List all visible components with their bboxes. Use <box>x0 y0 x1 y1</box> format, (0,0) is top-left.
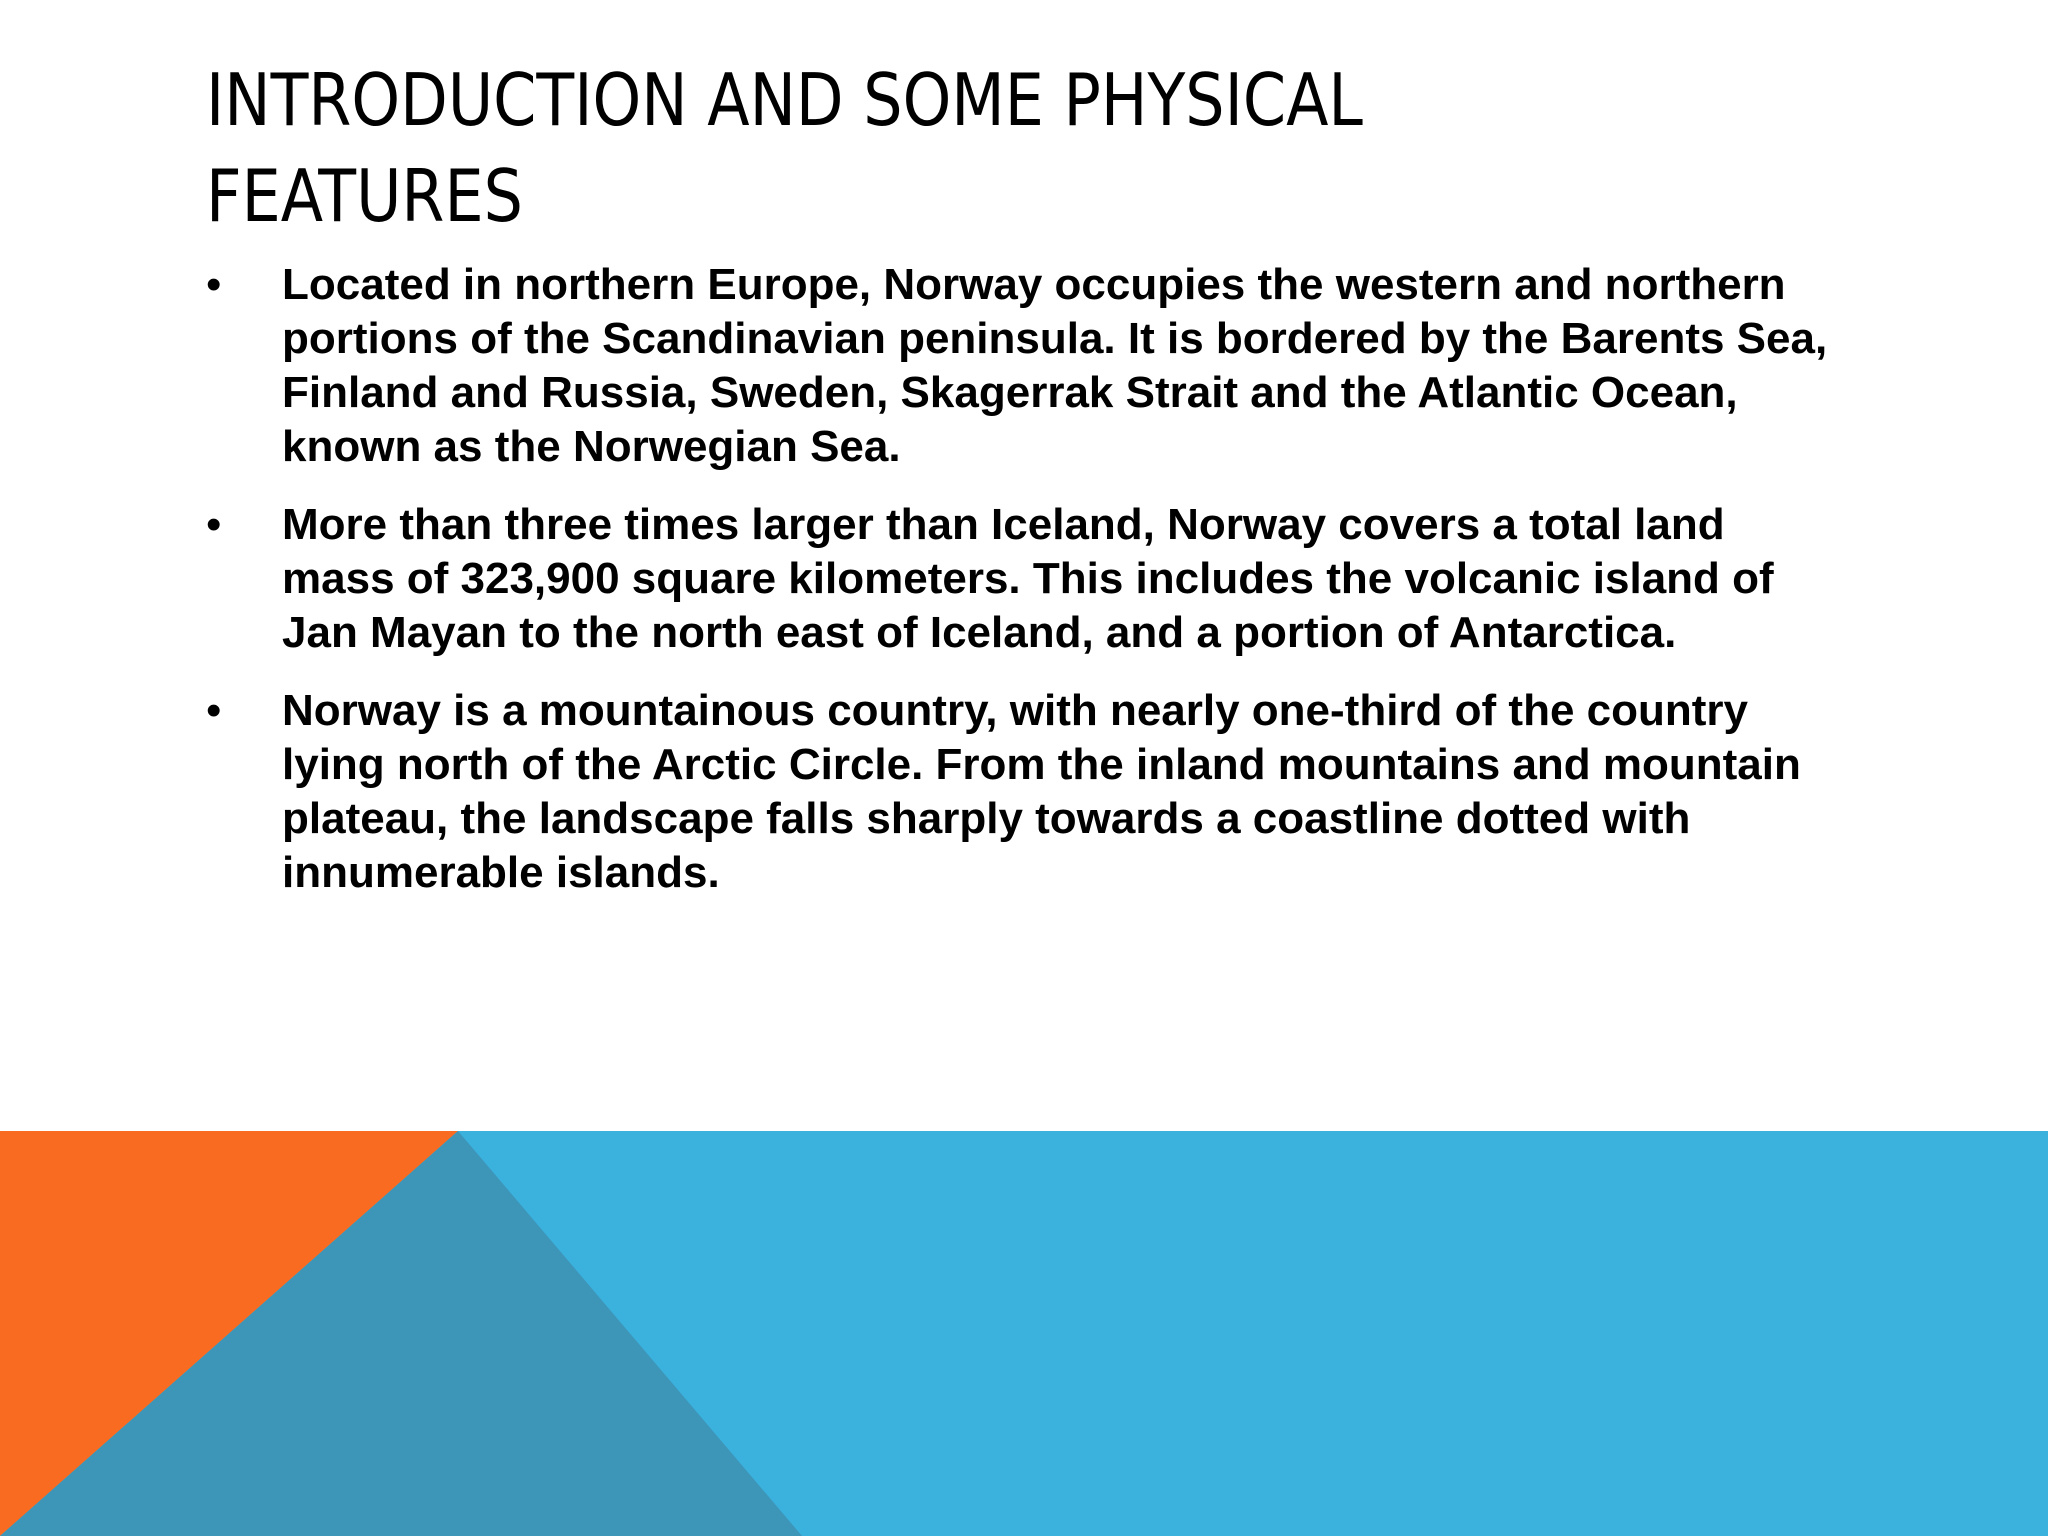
bullet-item <box>206 684 1846 900</box>
bullet-symbol: • <box>206 500 222 549</box>
bullet-text: Norway is a mountainous country, with nearly one-third of the country lying north of the Arctic Circle. From the inland mountains and mountain plateau, the landscape falls sharply towards a coastline dotted with innumerable islands. <box>282 686 1801 897</box>
bullet-item <box>206 498 1846 660</box>
bullet-item <box>206 258 1846 474</box>
bullet-text: More than three times larger than Iceland, Norway covers a total land mass of 323,900 square kilometers. This includes the volcanic island of Jan Mayan to the north east of Iceland, and a portion of Antarctica. <box>282 500 1774 657</box>
bullet-list <box>206 258 1846 924</box>
bullet-symbol: • <box>206 686 222 735</box>
slide-title: INTRODUCTION AND SOME PHYSICAL FEATURES <box>206 58 1363 238</box>
bullet-symbol: • <box>206 260 222 309</box>
decorative-color-band <box>0 1131 2048 1536</box>
bullet-text: Located in northern Europe, Norway occupies the western and northern portions of the Scandinavian peninsula. It is bordered by the Barents Sea, Finland and Russia, Sweden, Skagerrak Strait and the Atlantic Ocean, known as the Norwegian Sea. <box>282 260 1828 471</box>
